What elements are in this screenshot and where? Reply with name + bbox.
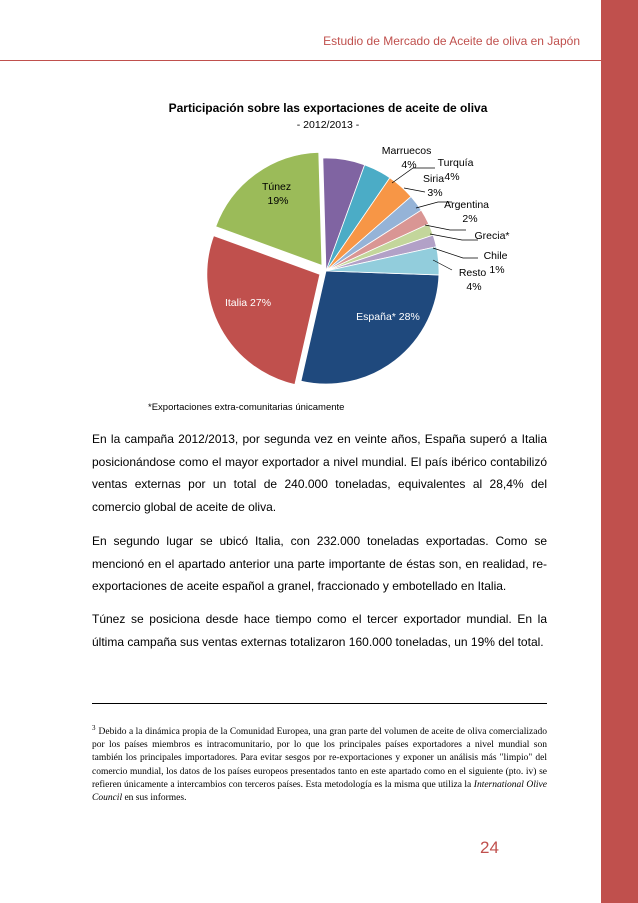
pie-slice-espaa [301, 271, 439, 384]
paragraph-spain: En la campaña 2012/2013, por segunda vez en veinte años, España superó a Italia posicionándose como el mayor exportador a nivel mundial. El país ibérico contabilizó ventas externas por un total de 240.000 toneladas, equivalentes al 28,4% del comercio global de aceite de oliva. [92, 432, 547, 514]
header-rule [0, 60, 601, 61]
leader-line [433, 248, 478, 258]
footnote-number: 3 [92, 724, 96, 732]
paragraph-italy: En segundo lugar se ubicó Italia, con 232.000 toneladas exportadas. Como se mencionó en el apartado anterior una parte importante de éstas son, en realidad, re-exportaciones de aceite español a granel, fraccionado y embotellado en Italia. [92, 534, 547, 593]
leader-line [404, 188, 425, 192]
chart-footnote: *Exportaciones extra-comunitarias únicamente [148, 402, 345, 413]
leader-line [430, 234, 478, 240]
chart-title: Participación sobre las exportaciones de aceite de oliva [168, 101, 488, 115]
side-accent-bar [601, 0, 638, 903]
slice-label-argentina: Argentina 2% [444, 199, 490, 225]
footnote-italic-text: International Olive Council [92, 779, 547, 804]
slice-label-siria: Siria 3% [423, 173, 445, 199]
slice-label-resto: Resto 4% [458, 267, 487, 293]
footnote [92, 722, 547, 805]
slice-label-espana: España* 28% [356, 311, 420, 323]
slice-label-marruecos: Marruecos 4% [381, 145, 432, 171]
pie-slices [207, 152, 439, 384]
page-number: 24 [480, 838, 499, 857]
running-header: Estudio de Mercado de Aceite de oliva en Japón [323, 34, 580, 48]
slice-label-grecia: Grecia* [474, 230, 510, 242]
chart-subtitle: - 2012/2013 - [296, 119, 360, 131]
export-share-pie-chart [0, 90, 600, 420]
paragraph-tunisia: Túnez se posiciona desde hace tiempo como el tercer exportador mundial. En la última campaña sus ventas externas totalizaron 160.000 toneladas, un 19% del total. [92, 612, 547, 649]
footnote-text-end: en sus informes. [122, 793, 187, 804]
footnote-separator [92, 703, 547, 704]
slice-label-italia: Italia 27% [224, 297, 272, 309]
slice-label-turquia: Turquía 4% [437, 157, 474, 183]
slice-label-chile: Chile 1% [483, 250, 508, 276]
footnote-text: Debido a la dinámica propia de la Comunidad Europea, una gran parte del volumen de aceite de oliva comercializado por los países miembros es intracomunitario, por lo que los principales países exportadores a nivel mundial son también los principales importadores. Para evitar sesgos por re-exportaciones y exponer un análisis más "limpio" del comercio mundial, los datos de los países europeos presentados tanto en este apartado como en el siguiente (pto. iv) se refieren únicamente a intercambios con terceros países. Esta metodología es la misma que utiliza la [92, 727, 547, 790]
slice-label-tunez: Túnez 19% [261, 181, 292, 207]
